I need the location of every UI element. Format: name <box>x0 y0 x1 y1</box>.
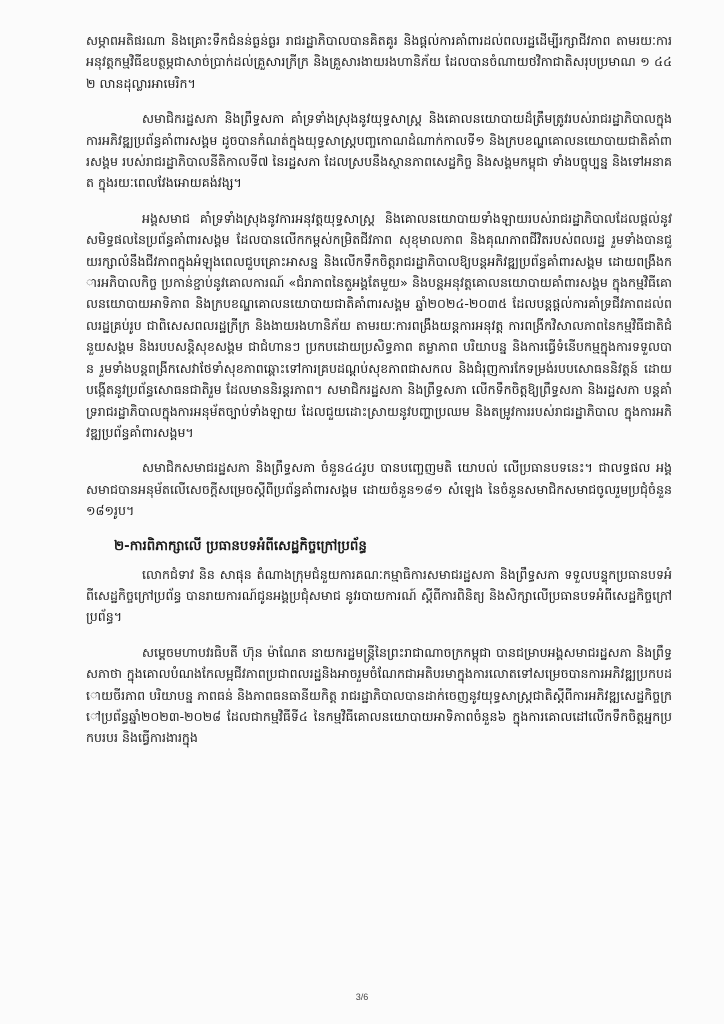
paragraph-2: សមាជិករដ្ឋសភា និងព្រឹទ្ធសភា គាំទ្រទាំងស្រុងនូវយុទ្ធសាស្ត្រ និងគោលនយោបាយដ៏ត្រឹមត្រូវរបស់រាជរដ្ឋាភិបាលក្នុងការអភិវឌ្ឍប្រព័ន្ធគាំពារសង្គម ដូចបានកំណត់ក្នុងយុទ្ធសាស្ត្របញ្ចកោណដំណាក់កាលទី១ និងក្របខណ្ឌគោលនយោបាយជាតិគាំពារសង្គម របស់រាជរដ្ឋាភិបាលនីតិកាលទី៧ នៃរដ្ឋសភា ដែលស្របនឹងស្ថានភាពសេដ្ឋកិច្ច និងសង្គមកម្ពុជា ទាំងបច្ចុប្បន្ន និងទៅអនាគត ក្នុងរយៈពេលវែងអោយគង់វង្ស។ <box>86 111 672 191</box>
page-number: 3/6 <box>355 992 369 1002</box>
paragraph-4: សមាជិកសមាជរដ្ឋសភា និងព្រឹទ្ធសភា ចំនួន៤៤រូប បានបញ្ចេញមតិ យោបល់ លើប្រធានបទនេះ។ ជាលទ្ធផល អង្គសមាជបានអនុម័តលើសេចក្តីសម្រេចស្តីពីប្រព័ន្ធគាំពារសង្គម ដោយចំនួន១៨១ សំឡេង នៃចំនួនសមាជិកសមាជចូលរួមប្រជុំចំនួន១៨១រូប។ <box>86 460 672 519</box>
paragraph-1: សម្ភាពអតិផរណា និងគ្រោះទឹកជំនន់ធ្ងន់ធ្ងរ រាជរដ្ឋាភិបាលបានគិតគូរ និងផ្តល់ការគាំពារដល់ពលរដ្ឋដើម្បីរក្សាជីវភាព តាមរយៈការអនុវត្តកម្មវិធីឧបត្ថម្ភជាសាច់ប្រាក់ដល់គ្រួសារក្រីក្រ និងគ្រួសារងាយរងហានិភ័យ ដែលបានចំណាយថវិកាជាតិសរុបប្រមាណ ១ ៤៤២ លានដុល្លារអាមេរិក។ <box>86 33 672 91</box>
document-body <box>86 30 672 763</box>
paragraph-3: អង្គសមាជ គាំទ្រទាំងស្រុងនូវការអនុវត្តយុទ្ធសាស្ត្រ និងគោលនយោបាយទាំងឡាយរបស់រាជរដ្ឋាភិបាលដែលផ្តល់នូវសមិទ្ធផលនៃប្រព័ន្ធគាំពារសង្គម ដែលបានលើកកម្ពស់កម្រិតជីវភាព សុខុមាលភាព និងគុណភាពជីវិតរបស់ពលរដ្ឋ រួមទាំងបានជួយរក្សាលំនឹងជីវភាពក្នុងអំឡុងពេលជួបគ្រោះអាសន្ន និងលើកទឹកចិត្តរាជរដ្ឋាភិបាលឱ្យបន្តអភិវឌ្ឍប្រព័ន្ធគាំពារសង្គម ដោយពង្រឹងការអភិបាលកិច្ច ប្រកាន់ខ្ជាប់នូវគោលការណ៍ «ជំរាភាពនៃតួអង្គតែមួយ» និងបន្តអនុវត្តគោលនយោបាយគាំពារសង្គម ក្នុងកម្មវិធីគោលនយោបាយអាទិភាព និងក្របខណ្ឌគោលនយោបាយជាតិគាំពារសង្គម ឆ្នាំ២០២៤-២០៣៥ ដែលបន្តផ្តល់ការគាំទ្រជីវភាពដល់ពលរដ្ឋគ្រប់រូប ជាពិសេសពលរដ្ឋក្រីក្រ និងងាយរងហានិភ័យ តាមរយៈការពង្រឹងយន្តការអនុវត្ត ការពង្រីកវិសាលភាពនៃកម្មវិធីជាតិជំនួយសង្គម និងរបបសន្តិសុខសង្គម ជាជំហានៗ ប្រកបដោយប្រសិទ្ធភាព តម្លាភាព បរិយាបន្ន និងការធ្វើទំនើបកម្មក្នុងការទទួលបាន រួមទាំងបន្តពង្រីកសេវាថែទាំសុខភាពឆ្ពោះទៅការគ្របដណ្តប់សុខភាពជាសកល និងជំរុញការកែទម្រង់របបសោធននិវត្តន៍ ដោយបង្កើតនូវប្រព័ន្ធសោធនជាតិរួម ដែលមាននិរន្តរភាព។ សមាជិករដ្ឋសភា និងព្រឹទ្ធសភា លើកទឹកចិត្តឱ្យព្រឹទ្ធសភា និងរដ្ឋសភា បន្តគាំទ្ររាជរដ្ឋាភិបាលក្នុងការអនុម័តច្បាប់ទាំងឡាយ ដែលជួយដោះស្រាយនូវបញ្ហាប្រឈម និងតម្រូវការរបស់រាជរដ្ឋាភិបាល ក្នុងការអភិវឌ្ឍប្រព័ន្ធគាំពារសង្គម។ <box>86 210 672 440</box>
section-heading: ២-ការពិភាក្សាលើ ប្រធានបទអំពីសេដ្ឋកិច្ចក្រៅប្រព័ន្ធ <box>114 538 367 554</box>
paragraph-6: សម្តេចមហាបវរធិបតី ហ៊ុន ម៉ាណែត នាយករដ្ឋមន្ត្រីនៃព្រះរាជាណាចក្រកម្ពុជា បានជម្រាបអង្គសមាជរដ្ឋសភា និងព្រឹទ្ធសភាថា ក្នុងគោលបំណងកែលម្អជីវភាពប្រជាពលរដ្ឋនិងអាចរួមចំណែកជាអតិបរមាក្នុងការលោតទៅសម្រេចបានការអភិវឌ្ឍប្រកបដោយចីរភាព បរិយាបន្ន ភាពធន់ និងភាពធនធានីយកិត្ត រាជរដ្ឋាភិបាលបានដាក់ចេញនូវយុទ្ធសាស្ត្រជាតិស្តីពីការអភិវឌ្ឍសេដ្ឋកិច្ចក្រៅប្រព័ន្ធឆ្នាំ២០២៣-២០២៨ ដែលជាកម្មវិធីទី៤ នៃកម្មវិធីគោលនយោបាយអាទិភាពចំនួន៦ ក្នុងការគោលដៅលើកទឹកចិត្តអ្នកប្រកបរបរ និងធ្វើការងារក្នុង <box>86 644 672 746</box>
paragraph-5: លោកជំទាវ និន សាផុន តំណាងក្រុមជំនួយការគណៈកម្មាធិការសមាជរដ្ឋសភា និងព្រឹទ្ធសភា ទទួលបន្ទុកប្រធានបទអំពីសេដ្ឋកិច្ចក្រៅប្រព័ន្ធ បានរាយការណ៍ជូនអង្គប្រជុំសមាជ នូវរបាយការណ៍ ស្តីពីការពិនិត្យ និងសិក្សាលើប្រធានបទអំពីសេដ្ឋកិច្ចក្រៅប្រព័ន្ធ។ <box>86 566 672 625</box>
